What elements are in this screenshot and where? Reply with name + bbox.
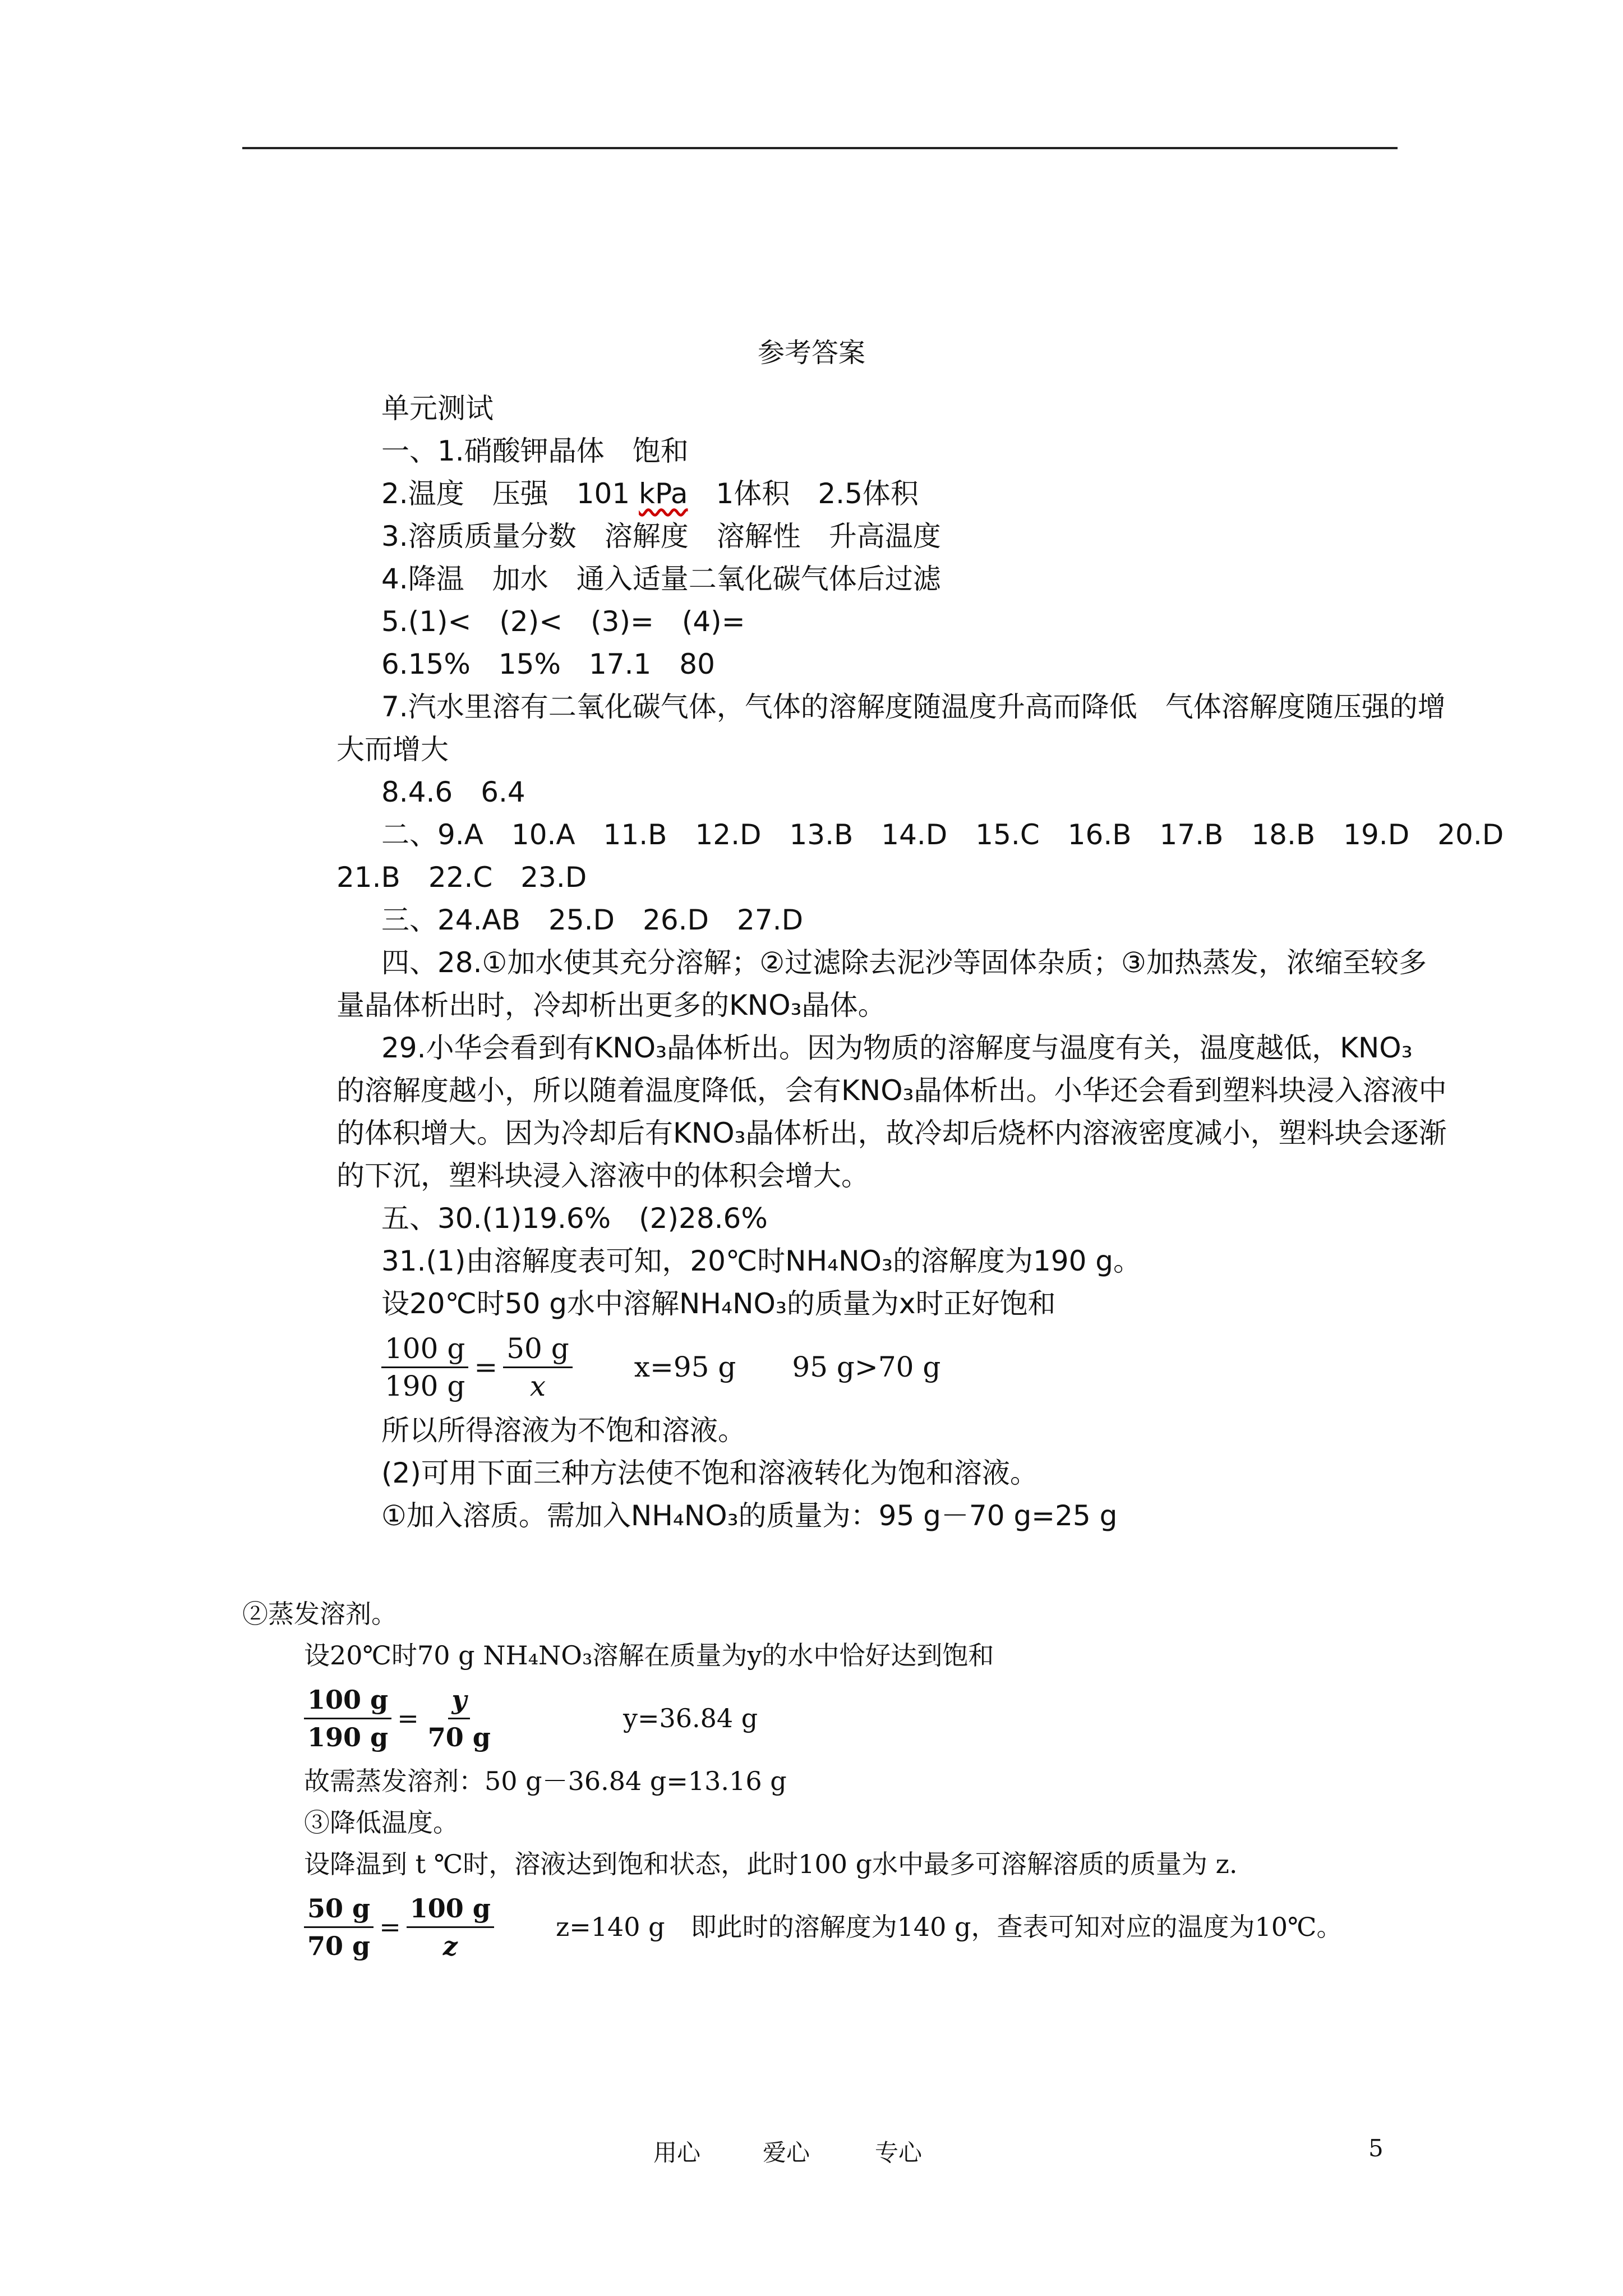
equation-2-result: y=36.84 g <box>623 1703 758 1733</box>
fraction-3a <box>304 1890 374 1964</box>
fraction-2a <box>304 1682 391 1755</box>
part2-line-5: 设降温到 t ℃时，溶液达到饱和状态，此时100 g水中最多可溶解溶质的质量为 z. <box>304 1849 1238 1879</box>
equals-sign: = <box>397 1703 419 1733</box>
answer-line-11a: 四、28.①加水使其充分溶解；②过滤除去泥沙等固体杂质；③加热蒸发，浓缩至较多 <box>381 946 1427 979</box>
answer-line-9a: 二、9.A 10.A 11.B 12.D 13.B 14.D 15.C 16.B 17.B 18.B 19.D 20.D <box>381 818 1504 851</box>
answer-line-2a: 2.温度 压强 101 <box>381 477 639 510</box>
answer-line-3: 3.溶质质量分数 溶解度 溶解性 升高温度 <box>381 520 941 553</box>
answer-line-2 <box>381 472 1481 515</box>
footer-motto-1: 用心 <box>653 2139 701 2166</box>
numerator: 50 g <box>304 1890 374 1928</box>
equation-3 <box>242 1885 1476 1969</box>
denominator: z <box>442 1930 458 1961</box>
numerator: 50 g <box>503 1331 573 1368</box>
answer-line-12a: 29.小华会看到有KNO₃晶体析出。因为物质的溶解度与温度有关，温度越低，KNO₃ <box>381 1032 1413 1064</box>
answer-line-7b: 大而增大 <box>336 733 449 766</box>
answer-line-2c: 1体积 2.5体积 <box>688 477 919 510</box>
equation-2 <box>242 1676 1476 1760</box>
answer-line-12d: 的下沉，塑料块浸入溶液中的体积会增大。 <box>336 1159 869 1192</box>
answer-line-17: (2)可用下面三种方法使不饱和溶液转化为饱和溶液。 <box>381 1457 1038 1489</box>
numerator: y <box>448 1682 470 1719</box>
equation-3-result: z=140 g 即此时的溶解度为140 g，查表可知对应的温度为10℃。 <box>555 1912 1343 1942</box>
numerator: 100 g <box>381 1331 468 1368</box>
equation-1-result: x=95 g 95 g>70 g <box>634 1351 941 1383</box>
section-heading: 单元测试 <box>381 392 494 425</box>
equals-sign: = <box>379 1912 401 1942</box>
answers-part-2 <box>242 1593 1476 1969</box>
fraction-3b <box>407 1890 494 1964</box>
part2-line-3: 故需蒸发溶剂：50 g－36.84 g=13.16 g <box>304 1766 787 1796</box>
kpa-unit: kPa <box>639 477 688 510</box>
fraction-2b <box>425 1682 494 1755</box>
answer-line-7a: 7.汽水里溶有二氧化碳气体，气体的溶解度随温度升高而降低 气体溶解度随压强的增 <box>381 691 1446 723</box>
answer-line-5: 5.(1)< (2)< (3)= (4)= <box>381 605 745 638</box>
answer-line-11b: 量晶体析出时，冷却析出更多的KNO₃晶体。 <box>336 989 886 1022</box>
answer-line-18: ①加入溶质。需加入NH₄NO₃的质量为：95 g－70 g=25 g <box>381 1499 1118 1532</box>
page-number: 5 <box>1368 2134 1384 2162</box>
answer-line-13: 五、30.(1)19.6% (2)28.6% <box>381 1202 768 1235</box>
footer-motto-3: 专心 <box>875 2139 923 2166</box>
denominator: x <box>529 1369 546 1402</box>
denominator: 190 g <box>307 1722 389 1752</box>
answer-line-15: 设20℃时50 g水中溶解NH₄NO₃的质量为x时正好饱和 <box>381 1287 1056 1320</box>
numerator: 100 g <box>407 1890 494 1928</box>
answer-line-10: 三、24.AB 25.D 26.D 27.D <box>381 904 804 936</box>
answer-line-6: 6.15% 15% 17.1 80 <box>381 648 715 680</box>
answer-line-4: 4.降温 加水 通入适量二氧化碳气体后过滤 <box>381 563 941 595</box>
page-title: 参考答案 <box>757 337 865 369</box>
answer-line-12b: 的溶解度越小，所以随着温度降低，会有KNO₃晶体析出。小华还会看到塑料块浸入溶液中 <box>336 1074 1447 1107</box>
fraction-1b <box>503 1331 573 1404</box>
header-rule <box>242 147 1398 149</box>
equation-1 <box>381 1325 1481 1409</box>
equals-sign: = <box>474 1351 498 1383</box>
denominator: 70 g <box>307 1930 371 1961</box>
numerator: 100 g <box>304 1682 391 1719</box>
fraction-1a <box>381 1331 468 1404</box>
answer-line-12c: 的体积增大。因为冷却后有KNO₃晶体析出，故冷却后烧杯内溶液密度减小，塑料块会逐渐 <box>336 1117 1447 1149</box>
part2-line-1: ②蒸发溶剂。 <box>242 1599 397 1629</box>
part2-line-2: 设20℃时70 g NH₄NO₃溶解在质量为y的水中恰好达到饱和 <box>304 1640 994 1671</box>
denominator: 70 g <box>427 1722 491 1752</box>
answer-line-1: 一、1.硝酸钾晶体 饱和 <box>381 435 689 467</box>
answers-block <box>336 387 1504 1537</box>
answer-line-9b: 21.B 22.C 23.D <box>336 861 587 894</box>
answer-line-14: 31.(1)由溶解度表可知，20℃时NH₄NO₃的溶解度为190 g。 <box>381 1245 1142 1277</box>
part2-line-4: ③降低温度。 <box>304 1807 459 1838</box>
denominator: 190 g <box>385 1369 465 1402</box>
answer-line-16: 所以所得溶液为不饱和溶液。 <box>381 1414 746 1447</box>
answer-line-8: 8.4.6 6.4 <box>381 776 525 808</box>
footer-motto-2: 爱心 <box>763 2139 810 2166</box>
